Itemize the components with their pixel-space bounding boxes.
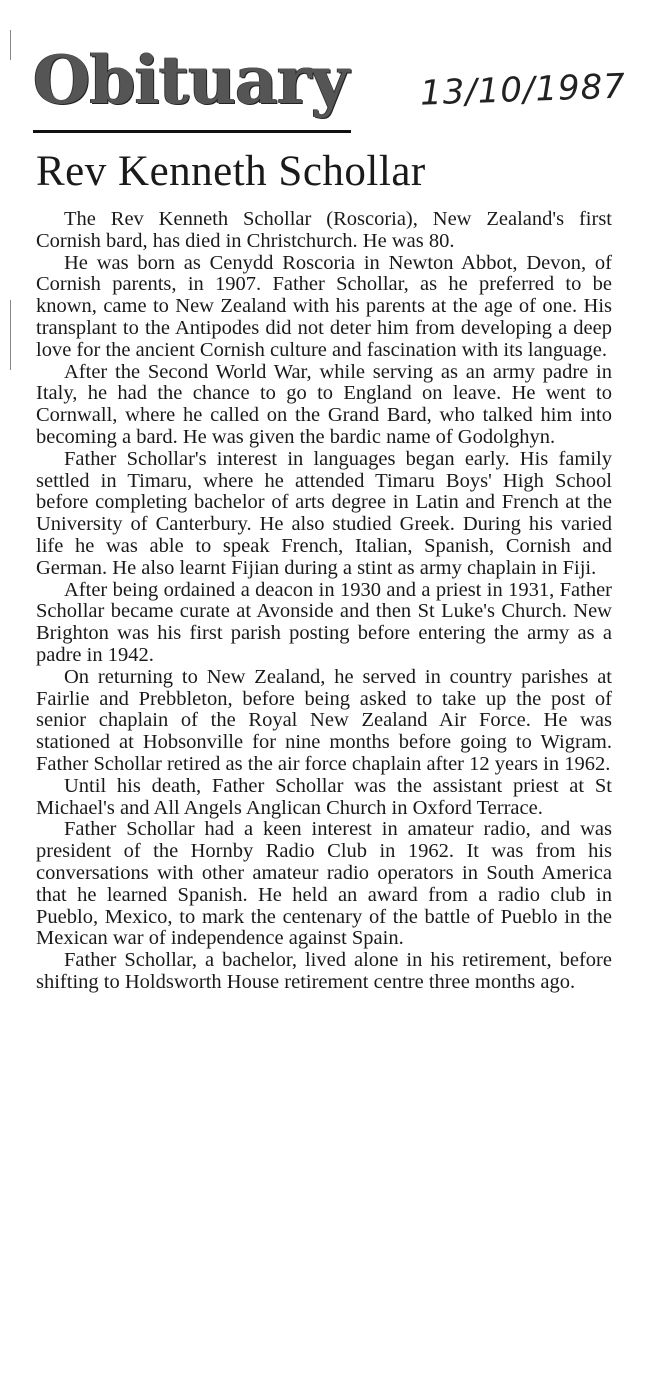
paragraph: Father Schollar, a bachelor, lived alone in his retirement, before shifting to Holdsworth House retirement centre three months ago. — [36, 949, 612, 993]
margin-mark — [10, 30, 11, 60]
masthead — [33, 40, 358, 134]
paragraph: Father Schollar's interest in languages began early. His family settled in Timaru, where he attended Timaru Boys' High School before completing bachelor of arts degree in Latin and French at the University of Canterbury. He also studied Greek. During his varied life he was able to speak French, Italian, Spanish, Cornish and German. He also learnt Fijian during a stint as army chaplain in Fiji. — [36, 447, 612, 579]
margin-mark — [10, 300, 11, 370]
paragraph: Until his death, Father Schollar was the assistant priest at St Michael's and All Angels Anglican Church in Oxford Terrace. — [36, 774, 612, 819]
handwritten-date: 13/10/1987 — [419, 66, 627, 114]
headline: Rev Kenneth Schollar — [36, 148, 426, 195]
paragraph: After being ordained a deacon in 1930 and a priest in 1931, Father Schollar became curate at Avonside and then St Luke's Church. New Brighton was his first parish posting before entering the army as a padre in 1942. — [36, 578, 612, 666]
paragraph: On returning to New Zealand, he served in country parishes at Fairlie and Prebbleton, before being asked to take up the post of senior chaplain of the Royal New Zealand Air Force. He was stationed at Hobsonville for nine months before going to Wigram. Father Schollar retired as the air force chaplain after 12 years in 1962. — [36, 665, 612, 775]
section-title: Obituary — [33, 41, 349, 119]
paragraph: The Rev Kenneth Schollar (Roscoria), New Zealand's first Cornish bard, has died in Christchurch. He was 80. — [36, 208, 612, 252]
masthead-rule — [33, 130, 351, 133]
paragraph: After the Second World War, while serving as an army padre in Italy, he had the chance to go to England on leave. He went to Cornwall, where he called on the Grand Bard, who talked him into becoming a bard. He was given the bardic name of Godolghyn. — [36, 360, 612, 448]
paragraph: He was born as Cenydd Roscoria in Newton Abbot, Devon, of Cornish parents, in 1907. Father Schollar, as he preferred to be known, came to New Zealand with his parents at the age of one. His transplant to the Antipodes did not deter him from developing a deep love for the ancient Cornish culture and fascination with its language. — [36, 251, 612, 361]
article-body — [36, 209, 612, 994]
paragraph: Father Schollar had a keen interest in amateur radio, and was president of the Hornby Radio Club in 1962. It was from his conversations with other amateur radio operators in South America that he learned Spanish. He held an award from a radio club in Pueblo, Mexico, to mark the centenary of the battle of Pueblo in the Mexican war of independence against Spain. — [36, 818, 612, 950]
